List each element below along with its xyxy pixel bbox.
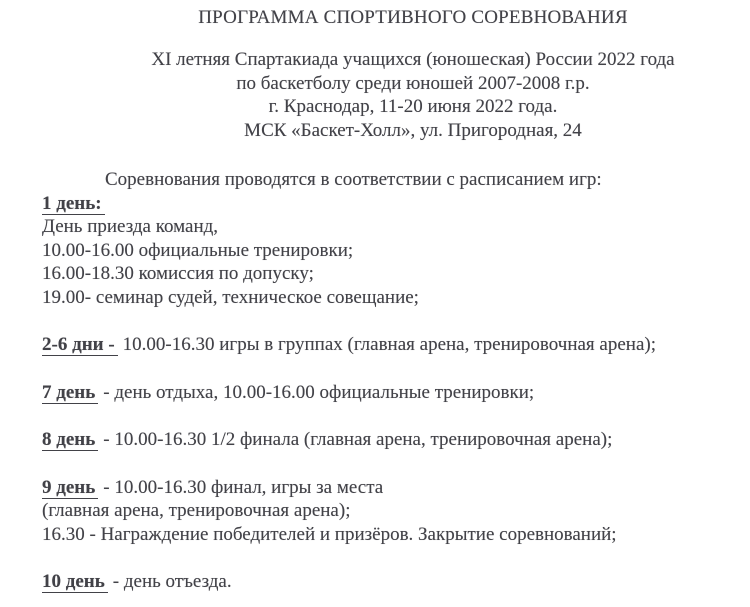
day-1-line: День приезда команд,: [42, 216, 219, 237]
event-discipline-line: по баскетболу среди юношей 2007-2008 г.р.: [236, 72, 590, 94]
day-9-inline-text: - 10.00-16.30 финал, игры за места: [103, 476, 384, 498]
schedule-day-10: [42, 570, 722, 594]
intro-sentence: Соревнования проводятся в соответствии с расписанием игр:: [105, 169, 602, 190]
schedule-list: [42, 192, 722, 594]
day-7-label: 7 день: [42, 382, 98, 404]
day-2-6-label: 2-6 дни -: [42, 334, 118, 356]
day-heading: [42, 476, 722, 500]
event-name-line: XI летняя Спартакиада учащихся (юношеская) России 2022 года: [151, 49, 675, 70]
day-1-label: 1 день:: [42, 193, 105, 215]
day-1-line: 19.00- семинар судей, техническое совещание;: [42, 286, 419, 308]
day-1-line: 16.00-18.30 комиссия по допуску;: [42, 263, 314, 284]
event-venue-line: МСК «Баскет-Холл», ул. Пригородная, 24: [244, 119, 582, 141]
schedule-day-7: [42, 381, 722, 405]
day-10-inline-text: - день отъезда.: [112, 571, 232, 592]
day-9-line: (главная арена, тренировочная арена);: [42, 500, 351, 521]
schedule-day-2-6: [42, 333, 722, 357]
schedule-day-9: [42, 476, 722, 547]
day-9-label: 9 день: [42, 477, 98, 499]
event-header-block: [104, 48, 722, 142]
day-heading: [42, 428, 722, 452]
day-heading: [42, 333, 722, 357]
day-10-label: 10 день: [42, 571, 108, 593]
day-2-6-inline-text: 10.00-16.30 игры в группах (главная арена, тренировочная арена);: [122, 334, 656, 355]
day-heading: [42, 192, 722, 216]
day-7-inline-text: - день отдыха, 10.00-16.00 официальные тренировки;: [103, 381, 535, 403]
document-title: ПРОГРАММА СПОРТИВНОГО СОРЕВНОВАНИЯ: [198, 7, 628, 28]
day-8-inline-text: - 10.00-16.30 1/2 финала (главная арена, тренировочная арена);: [103, 429, 613, 450]
day-heading: [42, 570, 722, 594]
day-heading: [42, 381, 722, 405]
event-city-dates-line: г. Краснодар, 11-20 июня 2022 года.: [268, 96, 558, 117]
day-8-label: 8 день: [42, 429, 98, 451]
schedule-day-1: [42, 192, 722, 310]
day-1-line: 10.00-16.00 официальные тренировки;: [42, 239, 354, 261]
schedule-day-8: [42, 428, 722, 452]
day-9-line: 16.30 - Награждение победителей и призёров. Закрытие соревнований;: [42, 523, 617, 545]
